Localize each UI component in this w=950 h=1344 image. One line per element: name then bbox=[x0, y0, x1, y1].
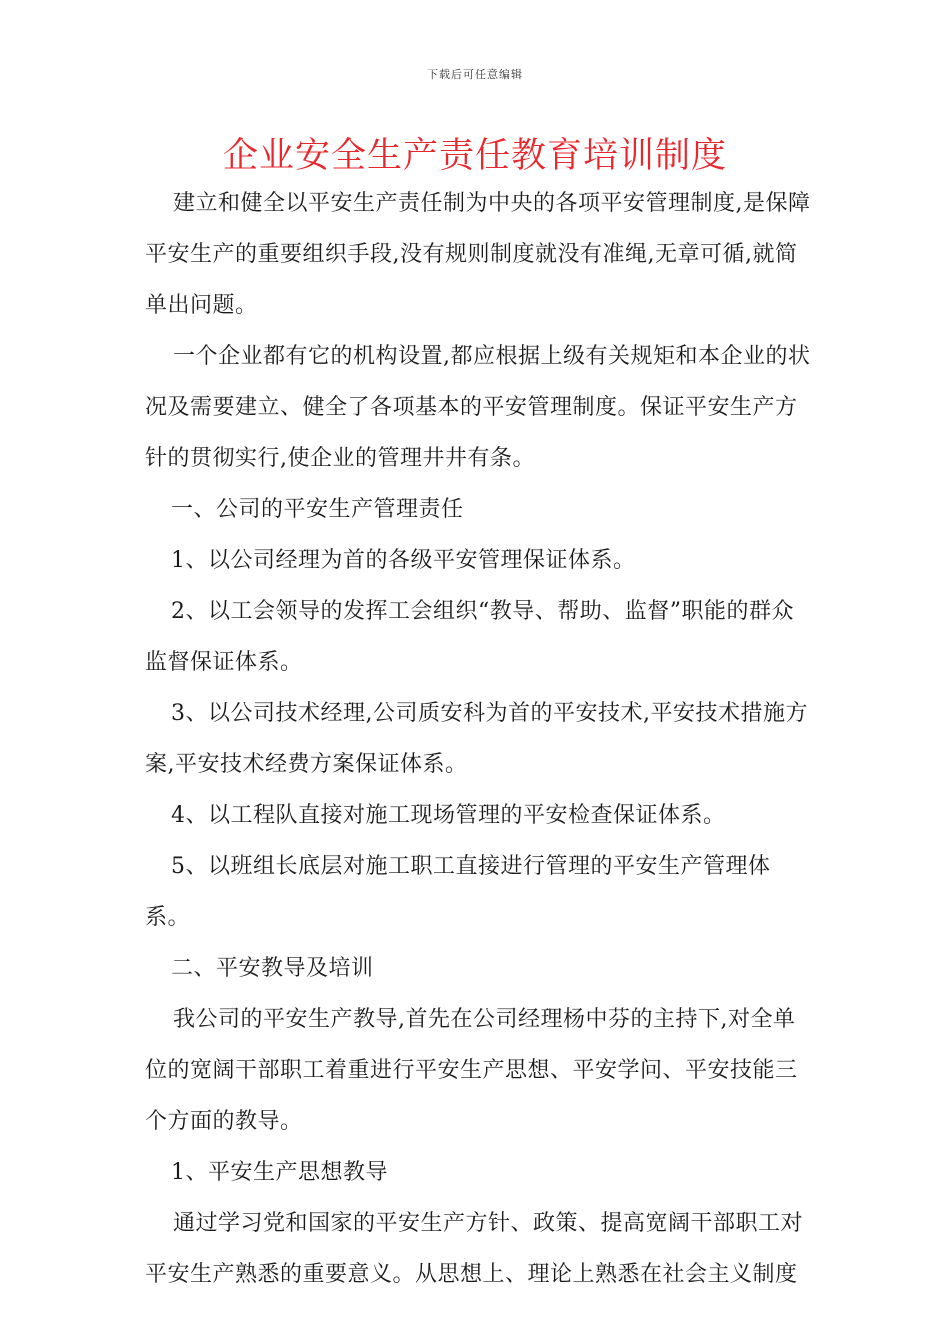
document-title: 企业安全生产责任教育培训制度 bbox=[222, 136, 727, 176]
paragraph-thought-education: 通过学习党和国家的平安生产方针、政策、提高宽阔干部职工对平安生产熟悉的重要意义。从思想上、理论上熟悉在社会主义制度 bbox=[145, 1211, 804, 1287]
paragraph-intro: 建立和健全以平安生产责任制为中央的各项平安管理制度,是保障平安生产的重要组织手段,没有规则制度就没有准绳,无章可循,就简单出问题。 bbox=[145, 191, 811, 318]
list-item-2: 2、以工会领导的发挥工会组织“教导、帮助、监督”职能的群众监督保证体系。 bbox=[145, 599, 794, 675]
paragraph-organization: 一个企业都有它的机构设置,都应根据上级有关规矩和本企业的状况及需要建立、健全了各项基本的平安管理制度。保证平安生产方针的贯彻实行,使企业的管理井井有条。 bbox=[145, 344, 811, 471]
section-heading-training: 二、平安教导及培训 bbox=[171, 956, 374, 981]
document-body bbox=[145, 178, 811, 1300]
header-note: 下载后可任意编辑 bbox=[427, 68, 523, 81]
list-item-5: 5、以班组长底层对施工职工直接进行管理的平安生产管理体系。 bbox=[145, 854, 771, 930]
list-item-4: 4、以工程队直接对施工现场管理的平安检查保证体系。 bbox=[171, 803, 726, 828]
subsection-heading-thought-education: 1、平安生产思想教导 bbox=[171, 1160, 388, 1185]
paragraph-training: 我公司的平安生产教导,首先在公司经理杨中芬的主持下,对全单位的宽阔干部职工着重进行平安生产思想、平安学问、平安技能三个方面的教导。 bbox=[145, 1007, 798, 1134]
list-item-1: 1、以公司经理为首的各级平安管理保证体系。 bbox=[171, 548, 636, 573]
section-heading-responsibility: 一、公司的平安生产管理责任 bbox=[171, 497, 464, 522]
list-item-3: 3、以公司技术经理,公司质安科为首的平安技术,平安技术措施方案,平安技术经费方案保证体系。 bbox=[145, 701, 808, 777]
